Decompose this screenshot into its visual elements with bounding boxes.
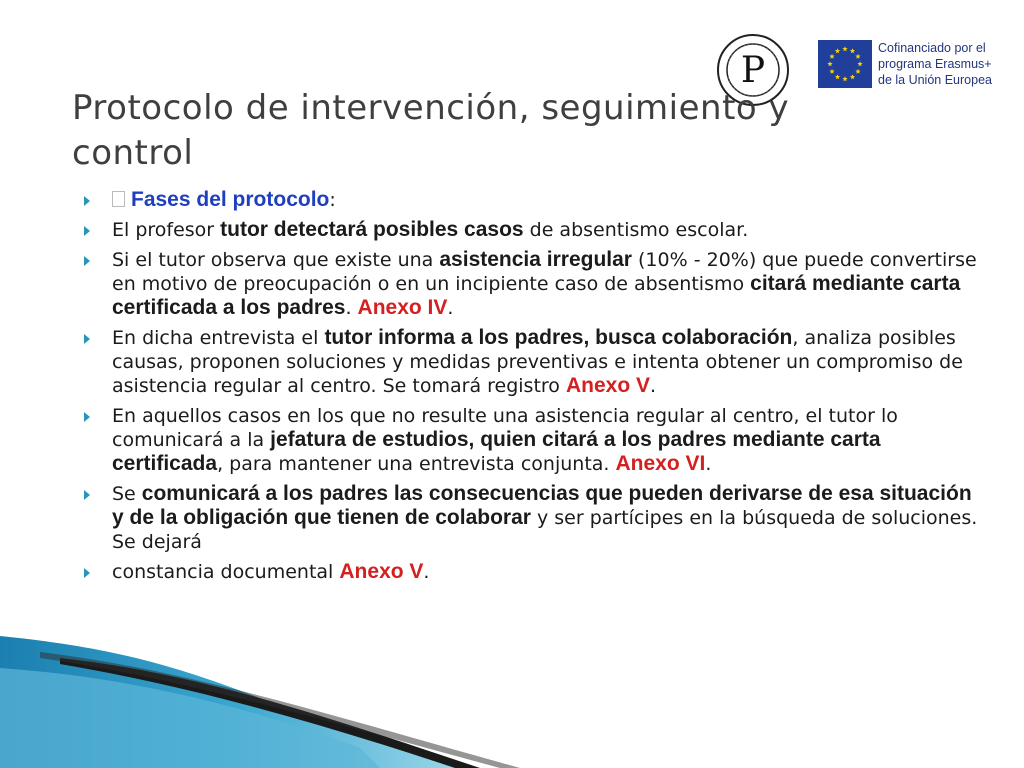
- text: .: [650, 375, 657, 397]
- bold-text: jefatura de estudios, quien citará a los padres mediante carta certificada: [112, 428, 881, 475]
- bullet-irregular-attendance: [84, 248, 984, 320]
- eu-cofinanced-text: [878, 40, 992, 88]
- bullet-arrow-icon: [84, 412, 90, 422]
- bold-text: comunicará a los padres las consecuencias que pueden derivarse de esa situación y de la obligación que tienen de colaborar: [112, 482, 972, 529]
- phases-heading: Fases del protocolo: [131, 188, 330, 211]
- bullet-arrow-icon: [84, 256, 90, 266]
- bullet-head-of-studies: [84, 404, 984, 476]
- text: En aquellos casos en los que no resulte una asistencia regular al centro, el tutor lo comunicará a la: [112, 405, 898, 451]
- bullet-documentation: [84, 560, 984, 584]
- text: de absentismo escolar.: [523, 219, 749, 241]
- text: y ser partícipes en la búsqueda de soluciones. Se dejará: [112, 507, 978, 553]
- bold-text: tutor informa a los padres, busca colaboración: [324, 326, 793, 349]
- text: Si el tutor observa que existe una: [112, 249, 440, 271]
- text: El profesor: [112, 219, 221, 241]
- bullet-arrow-icon: [84, 568, 90, 578]
- bullet-tutor-detects: [84, 218, 984, 242]
- text: Se: [112, 483, 142, 505]
- annex-reference: Anexo V: [339, 560, 424, 583]
- text: constancia documental: [112, 561, 340, 583]
- annex-reference: Anexo V: [565, 374, 650, 397]
- bullet-consequences: [84, 482, 984, 554]
- eu-line-1: Cofinanciado por el: [878, 41, 986, 55]
- text: (10% - 20%) que puede convertirse en motivo de preocupación o en un incipiente caso de absentismo: [112, 249, 977, 295]
- bold-text: citará mediante carta certificada a los padres: [112, 272, 961, 319]
- eu-line-2: programa Erasmus+: [878, 57, 992, 71]
- text: .: [345, 297, 358, 319]
- bold-text: asistencia irregular: [439, 248, 632, 271]
- bullet-arrow-icon: [84, 334, 90, 344]
- text: .: [423, 561, 430, 583]
- text: , para mantener una entrevista conjunta.: [217, 453, 616, 475]
- text: .: [447, 297, 454, 319]
- annex-reference: Anexo IV: [357, 296, 448, 319]
- bold-text: tutor detectará posibles casos: [220, 218, 524, 241]
- slide-title: Protocolo de intervención, seguimiento y control: [72, 88, 790, 173]
- text: En dicha entrevista el: [112, 327, 325, 349]
- bullet-arrow-icon: [84, 196, 90, 206]
- phases-colon: :: [329, 189, 336, 211]
- seal-letter: P: [740, 50, 766, 91]
- missing-glyph-icon: [112, 191, 125, 207]
- bullet-interview: [84, 326, 984, 398]
- eu-flag-icon: [818, 40, 872, 88]
- bullet-phases-heading: [84, 188, 984, 212]
- annex-reference: Anexo VI: [615, 452, 706, 475]
- text: .: [705, 453, 712, 475]
- bullet-arrow-icon: [84, 226, 90, 236]
- bullet-arrow-icon: [84, 490, 90, 500]
- decorative-waves: [0, 628, 1024, 768]
- text: , analiza posibles causas, proponen soluciones y medidas preventivas e intenta obtener un compromiso de asistencia regular al centro. Se tomará registro: [112, 327, 963, 397]
- eu-line-3: de la Unión Europea: [878, 73, 992, 87]
- bullet-list: [84, 188, 984, 590]
